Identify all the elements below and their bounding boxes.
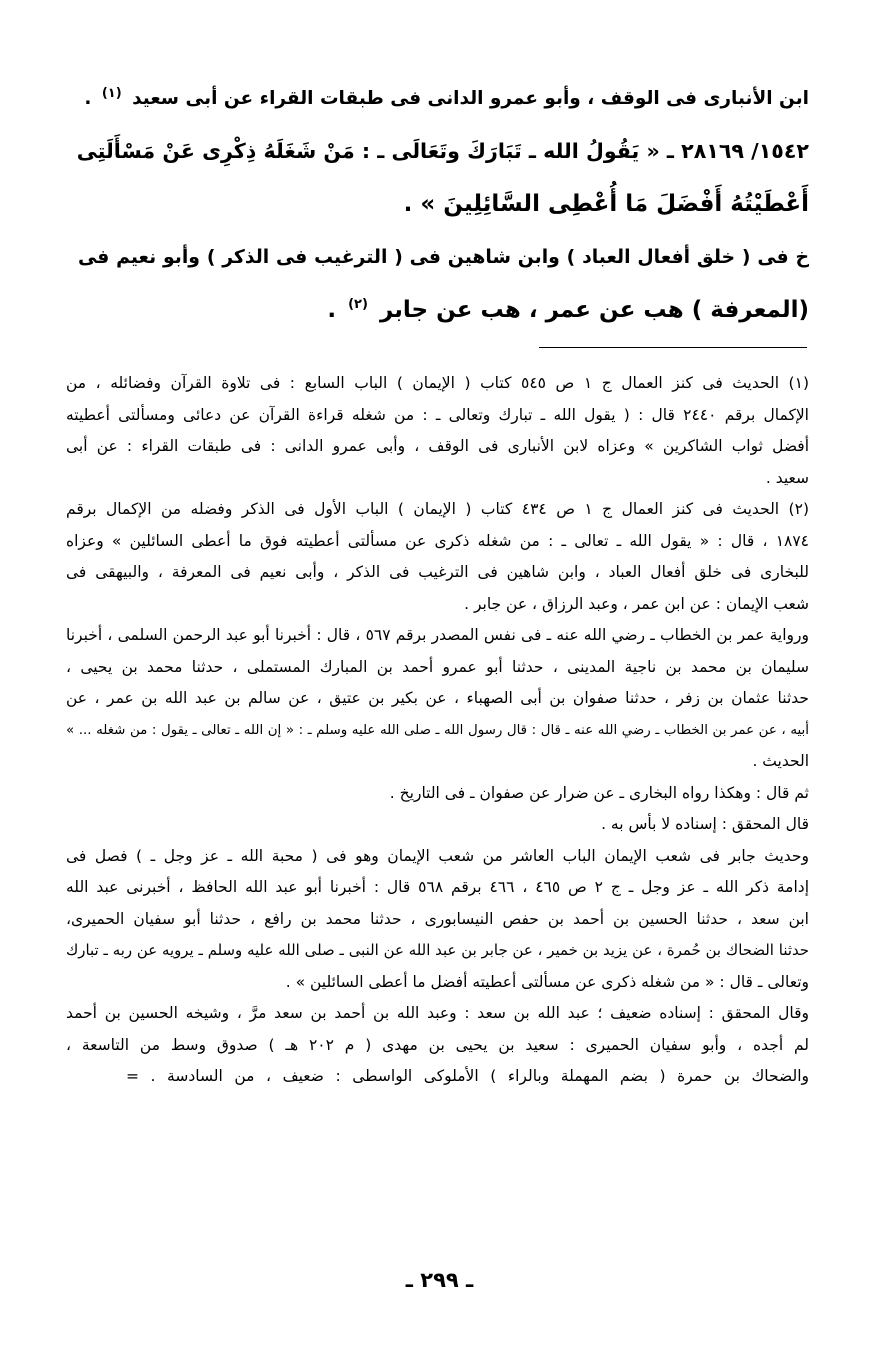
- footnote-line: وقال المحقق : إسناده ضعيف ؛ عبد الله بن سعد : وعبد الله بن أحمد بن سعد مرَّ ، وشيخه الحسين بن أحمد: [66, 1004, 809, 1022]
- footnote-line: (٢) الحديث فى كنز العمال ج ١ ص ٤٣٤ كتاب ( الإيمان ) الباب الأول فى الذكر وفضله من الإكمال برقم: [66, 500, 809, 518]
- footnote-separator: [539, 347, 807, 348]
- footnote-line: حدثنا عثمان بن زفر ، حدثنا صفوان بن أبى الصهباء ، عن بكير بن عتيق ، عن سالم بن عبد الله بن عمر ، عن: [66, 689, 809, 707]
- footnote-line: وحديث جابر فى شعب الإيمان الباب العاشر من شعب الإيمان وهو فى ( محبة الله ـ عز وجل ـ ) فصل فى: [66, 846, 809, 865]
- page-number: ـ ٢٩٩ ـ: [405, 1268, 474, 1292]
- main-line-1: ابن الأنبارى فى الوقف ، وأبو عمرو الدانى فى طبقات القراء عن أبى سعيد $^{(١)}$ .: [84, 85, 809, 109]
- footnote-line: سعيد .: [765, 468, 809, 487]
- footnote-line: ورواية عمر بن الخطاب ـ رضي الله عنه ـ فى نفس المصدر برقم ٥٦٧ ، قال : أخبرنا أبو عبد الرحمن السلمى ، أخبرنا: [66, 626, 809, 644]
- footnotes: [66, 368, 809, 1093]
- main-text: [78, 72, 809, 337]
- footnote-line: للبخارى فى خلق أفعال العباد ، وابن شاهين فى الترغيب فى الذكر ، وأبى نعيم فى المعرفة ، والبيهقى فى: [66, 563, 809, 581]
- hadith-number-line: ١٥٤٢/ ٢٨١٦٩ ـ « يَقُولُ الله ـ تَبَارَكَ وتَعَالَى ـ : مَنْ شَغَلَهُ ذِكْرِى عَنْ مَسْأَلَتِى: [76, 139, 809, 163]
- footnote-line: وتعالى ـ قال : « من شغله ذكرى عن مسألتى أعطيته أفضل ما أعطى السائلين » .: [285, 972, 809, 991]
- footnote-line: إدامة ذكر الله ـ عز وجل ـ ج ٢ ص ٤٦٥ ، ٤٦٦ برقم ٥٦٨ قال : أخبرنا أبو عبد الله الحافظ ، أخبرنى عبد الله: [66, 878, 809, 896]
- footnote-line: حدثنا الضحاك بن حُمرة ، عن يزيد بن خمير ، عن جابر بن عبد الله عن النبى ـ صلى الله عليه وسلم ـ يرويه عن ربه ـ تبارك: [66, 941, 809, 959]
- hadith-text-line: أَعْطَيْتُهُ أَفْضَلَ مَا أُعْطِى السَّائِلِينَ » .: [403, 191, 809, 217]
- footnote-ref-2: (٢): [348, 297, 368, 313]
- footnote-line: أفضل ثواب الشاكرين » وعزاه لابن الأنبارى فى الوقف ، وأبى عمرو الدانى : فى طبقات القراء : عن أبى: [66, 437, 809, 455]
- sources-line-1: خ فى ( خلق أفعال العباد ) وابن شاهين فى ( الترغيب فى الذكر ) وأبو نعيم فى: [78, 247, 809, 268]
- footnote-line: لم أجده ، وأبو سفيان الحميرى : سعيد بن يحيى بن مهدى ( م ٢٠٢ هـ ) صدوق وسط من التاسعة ،: [66, 1035, 809, 1054]
- footnote-line: الإكمال برقم ٢٤٤٠ قال : ( يقول الله ـ تبارك وتعالى ـ : من شغله قراءة القرآن عن دعائى ومسألتى أعطيته: [66, 405, 809, 424]
- footnote-line: سليمان بن محمد بن ناجية المدينى ، حدثنا أبو عمرو أحمد بن المبارك المستملى ، حدثنا محمد بن يحيى ،: [66, 657, 809, 676]
- footnote-line: شعب الإيمان : عن ابن عمر ، وعبد الرزاق ، عن جابر .: [464, 594, 809, 613]
- footnote-line: الحديث .: [752, 752, 809, 770]
- footnote-line: أبيه ، عن عمر بن الخطاب ـ رضي الله عنه ـ قال : قال رسول الله ـ صلى الله عليه وسلم ـ : « إن الله ـ تعالى ـ يقول : من شغله ... »: [66, 722, 809, 738]
- footnote-line: ابن سعد ، حدثنا الحسين بن أحمد بن حفص النيسابورى ، حدثنا محمد بن رافع ، حدثنا أبو سفيان الحميرى،: [66, 909, 809, 928]
- footnote-line: والضحاك بن حمرة ( بضم المهملة وبالراء ) الأملوكى الواسطى : ضعيف ، من السادسة . =: [126, 1067, 809, 1085]
- sources-line-2: (المعرفة ) هب عن عمر ، هب عن جابر $^{(٢)}$ .: [327, 297, 809, 323]
- footnote-line: قال المحقق : إسناده لا بأس به .: [601, 815, 809, 833]
- footnote-line: ١٨٧٤ ، قال : « يقول الله ـ تعالى ـ : من شغله ذكرى عن مسألتى أعطيته فوق ما أعطى السائلين » وعزاه: [66, 531, 809, 550]
- footnote-line: ثم قال : وهكذا رواه البخارى ـ عن ضرار عن صفوان ـ فى التاريخ .: [389, 783, 809, 802]
- footnote-ref-1: (١): [101, 85, 122, 101]
- footnote-line: (١) الحديث فى كنز العمال ج ١ ص ٥٤٥ كتاب ( الإيمان ) الباب السابع : فى تلاوة القرآن وفضائله ، من: [66, 374, 809, 392]
